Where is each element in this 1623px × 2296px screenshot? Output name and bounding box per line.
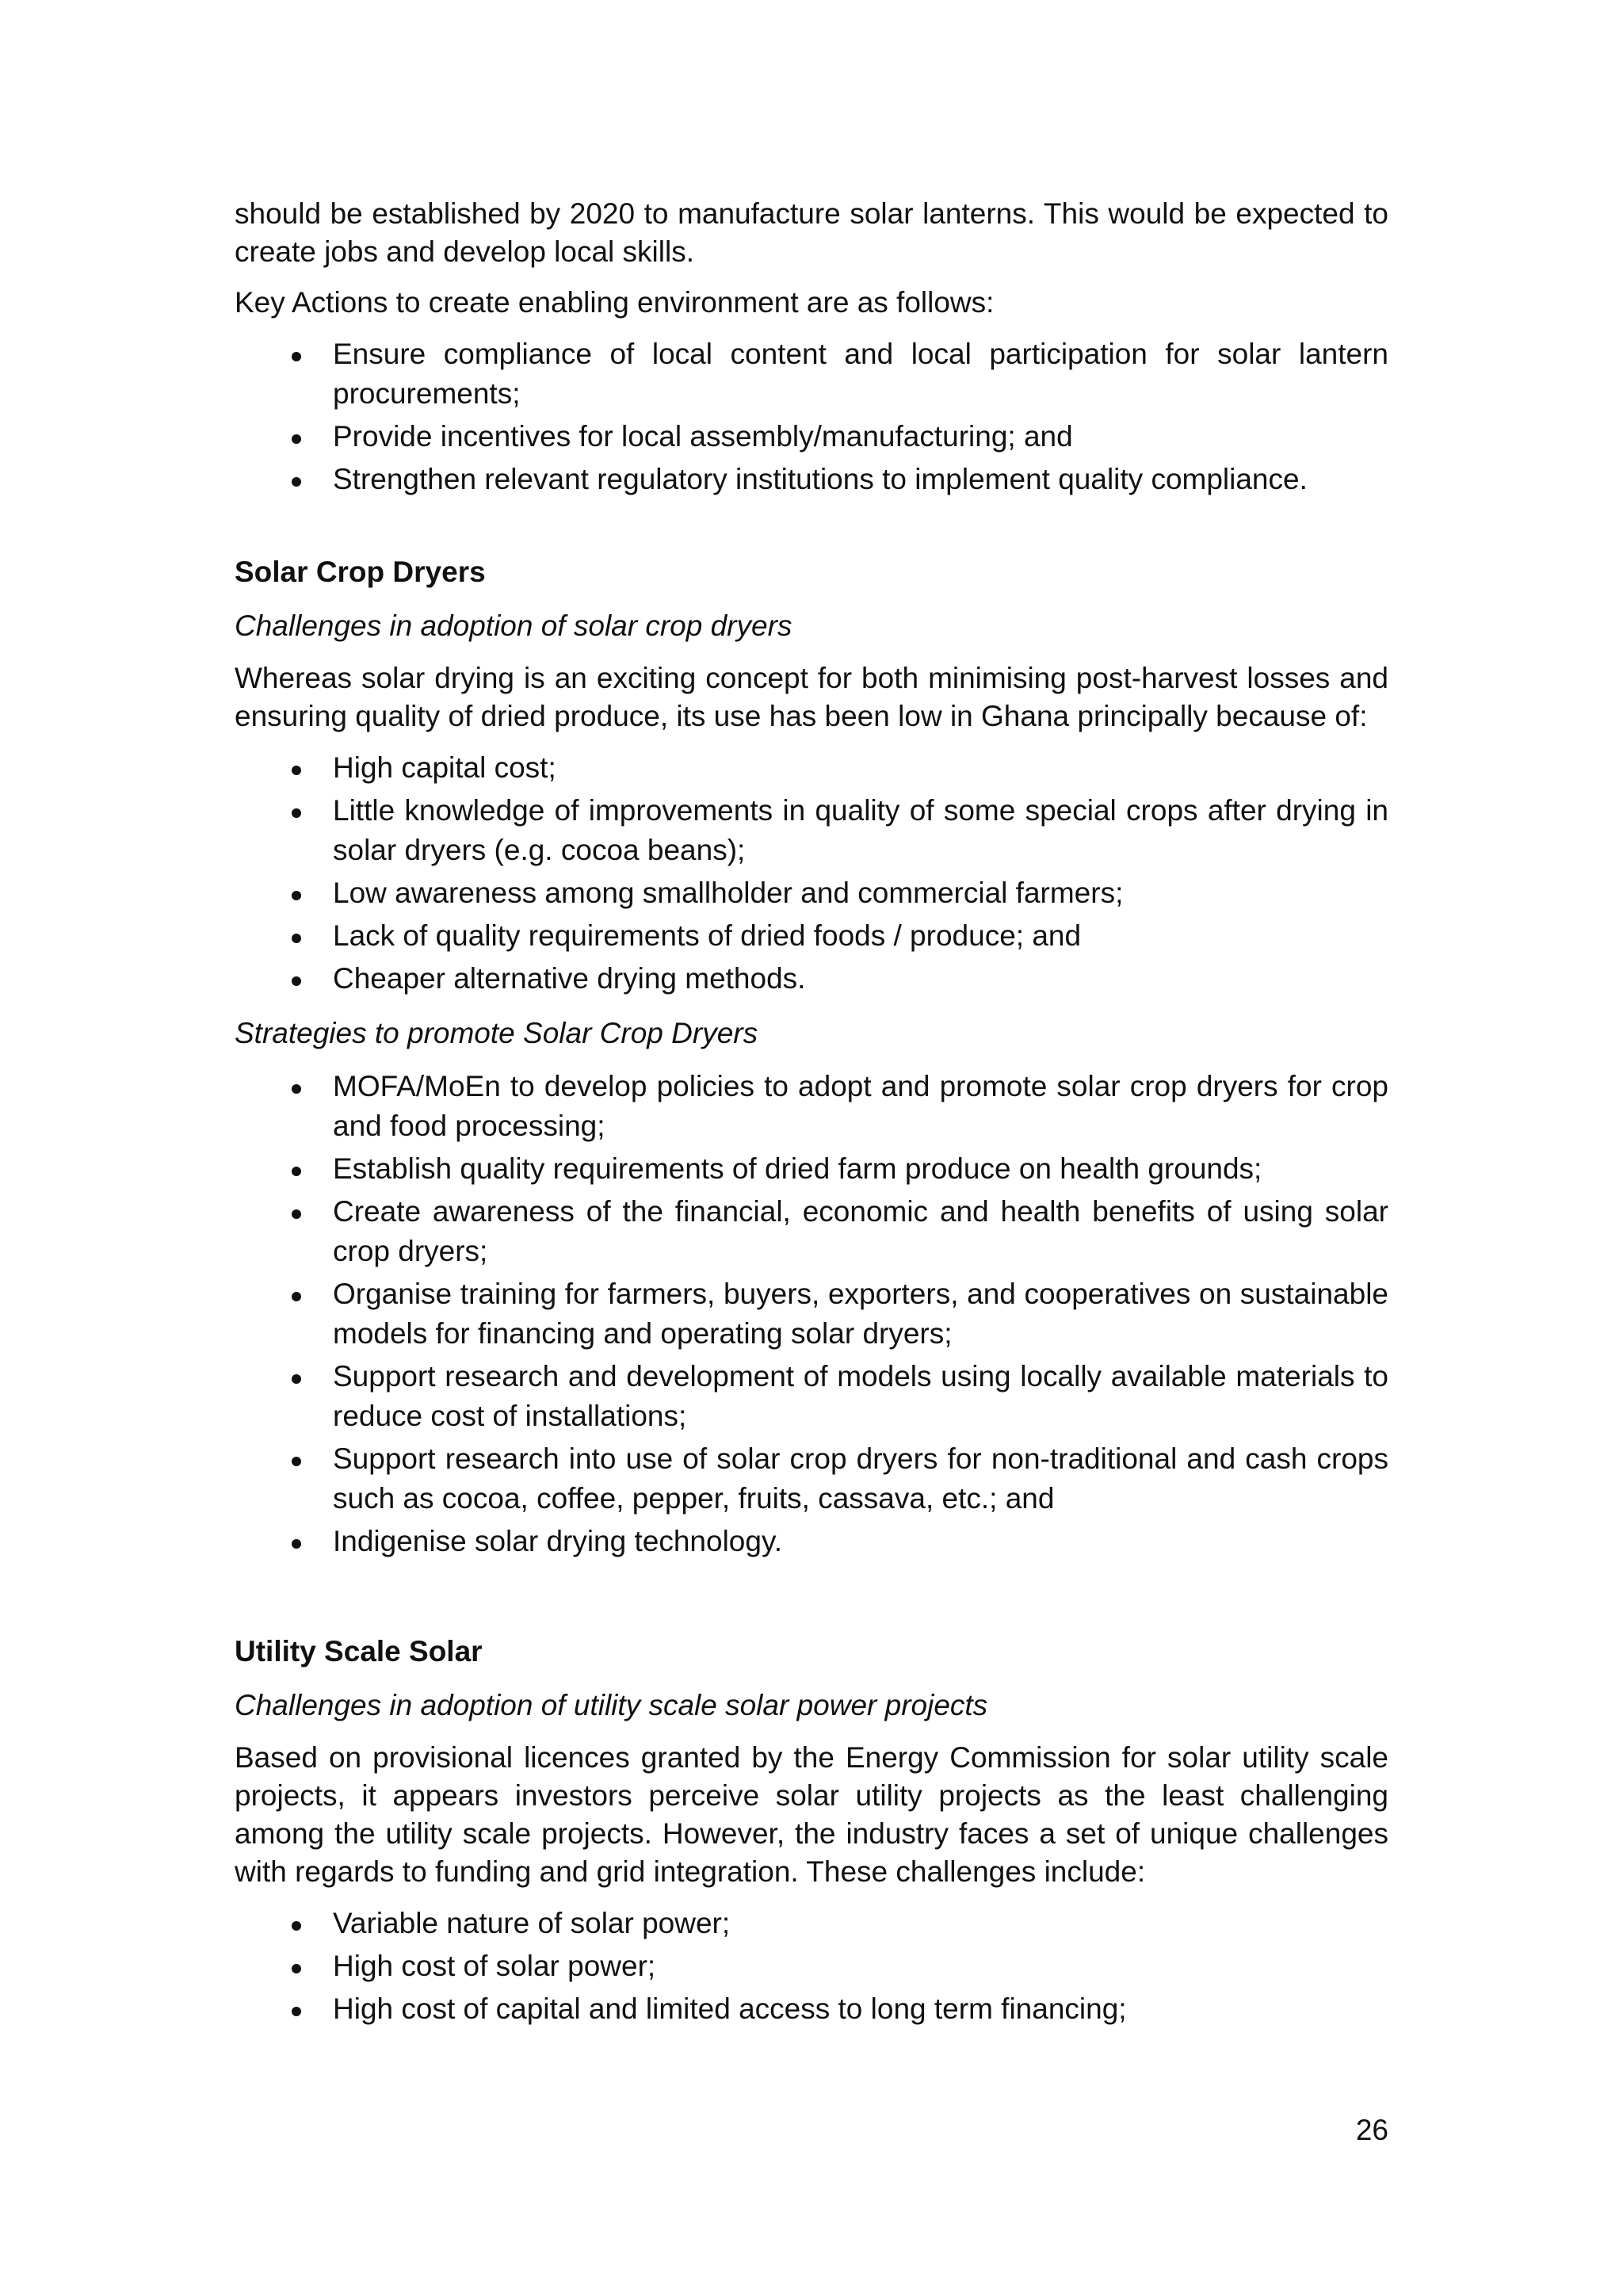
list-item: Lack of quality requirements of dried foods / produce; and [235, 916, 1388, 956]
list-item: MOFA/MoEn to develop policies to adopt and promote solar crop dryers for crop and food processing; [235, 1067, 1388, 1146]
bullet-icon [292, 1167, 301, 1176]
subheading-challenges-utility: Challenges in adoption of utility scale solar power projects [235, 1689, 988, 1721]
list-item: Support research into use of solar crop dryers for non-traditional and cash crops such as cocoa, coffee, pepper, fruits, cassava, etc.; and [235, 1439, 1388, 1519]
section-heading-utility-scale-solar: Utility Scale Solar [235, 1635, 483, 1668]
section-heading-solar-crop-dryers: Solar Crop Dryers [235, 556, 486, 588]
bullet-icon [292, 434, 301, 444]
list-item: Cheaper alternative drying methods. [235, 959, 1388, 999]
list-item: Variable nature of solar power; [235, 1904, 1388, 1943]
bullet-icon [292, 352, 301, 361]
list-item: Little knowledge of improvements in quality of some special crops after drying in solar dryers (e.g. cocoa beans); [235, 791, 1388, 870]
bullet-icon [292, 976, 301, 986]
list-item: Low awareness among smallholder and commercial farmers; [235, 873, 1388, 913]
list-item: Establish quality requirements of dried farm produce on health grounds; [235, 1149, 1388, 1189]
bullet-icon [292, 1084, 301, 1094]
bullet-icon [292, 1374, 301, 1384]
dryers-strategies-list [235, 1067, 1388, 1561]
list-item: Provide incentives for local assembly/manufacturing; and [235, 417, 1388, 457]
document-page [235, 195, 1388, 2032]
subheading-challenges-dryers: Challenges in adoption of solar crop dryers [235, 609, 792, 642]
bullet-icon [292, 1921, 301, 1931]
key-actions-lead: Key Actions to create enabling environment are as follows: [235, 286, 995, 319]
list-item: High capital cost; [235, 748, 1388, 788]
utility-challenges-list [235, 1904, 1388, 2029]
bullet-icon [292, 766, 301, 775]
intro-continuation: should be established by 2020 to manufacture solar lanterns. This would be expected to create jobs and develop local skills. [235, 197, 1388, 268]
dryers-challenges-intro: Whereas solar drying is an exciting concept for both minimising post-harvest losses and ensuring quality of dried produce, its use has been low in Ghana principally because of: [235, 662, 1388, 732]
dryers-challenges-list [235, 748, 1388, 999]
bullet-icon [292, 477, 301, 487]
bullet-icon [292, 808, 301, 818]
list-item: Support research and development of models using locally available materials to reduce cost of installations; [235, 1357, 1388, 1436]
bullet-icon [292, 891, 301, 900]
subheading-strategies-dryers: Strategies to promote Solar Crop Dryers [235, 1017, 758, 1049]
bullet-icon [292, 1209, 301, 1219]
list-item: Organise training for farmers, buyers, exporters, and cooperatives on sustainable models for financing and operating solar dryers; [235, 1274, 1388, 1354]
list-item: High cost of capital and limited access to long term financing; [235, 1989, 1388, 2029]
list-item: Ensure compliance of local content and local participation for solar lantern procurements; [235, 334, 1388, 414]
bullet-icon [292, 1292, 301, 1301]
bullet-icon [292, 934, 301, 943]
bullet-icon [292, 2007, 301, 2016]
bullet-icon [292, 1457, 301, 1466]
bullet-icon [292, 1539, 301, 1549]
list-item: Indigenise solar drying technology. [235, 1522, 1388, 1561]
list-item: High cost of solar power; [235, 1946, 1388, 1986]
utility-challenges-intro: Based on provisional licences granted by the Energy Commission for solar utility scale projects, it appears investors perceive solar utility projects as the least challenging among the utility scale projects. However, the industry faces a set of unique challenges with regards to funding and grid integration. These challenges include: [235, 1741, 1388, 1888]
bullet-icon [292, 1964, 301, 1973]
list-item: Strengthen relevant regulatory institutions to implement quality compliance. [235, 460, 1388, 499]
list-item: Create awareness of the financial, economic and health benefits of using solar crop dryers; [235, 1192, 1388, 1271]
key-actions-list [235, 334, 1388, 499]
page-number: 26 [1355, 2114, 1388, 2146]
